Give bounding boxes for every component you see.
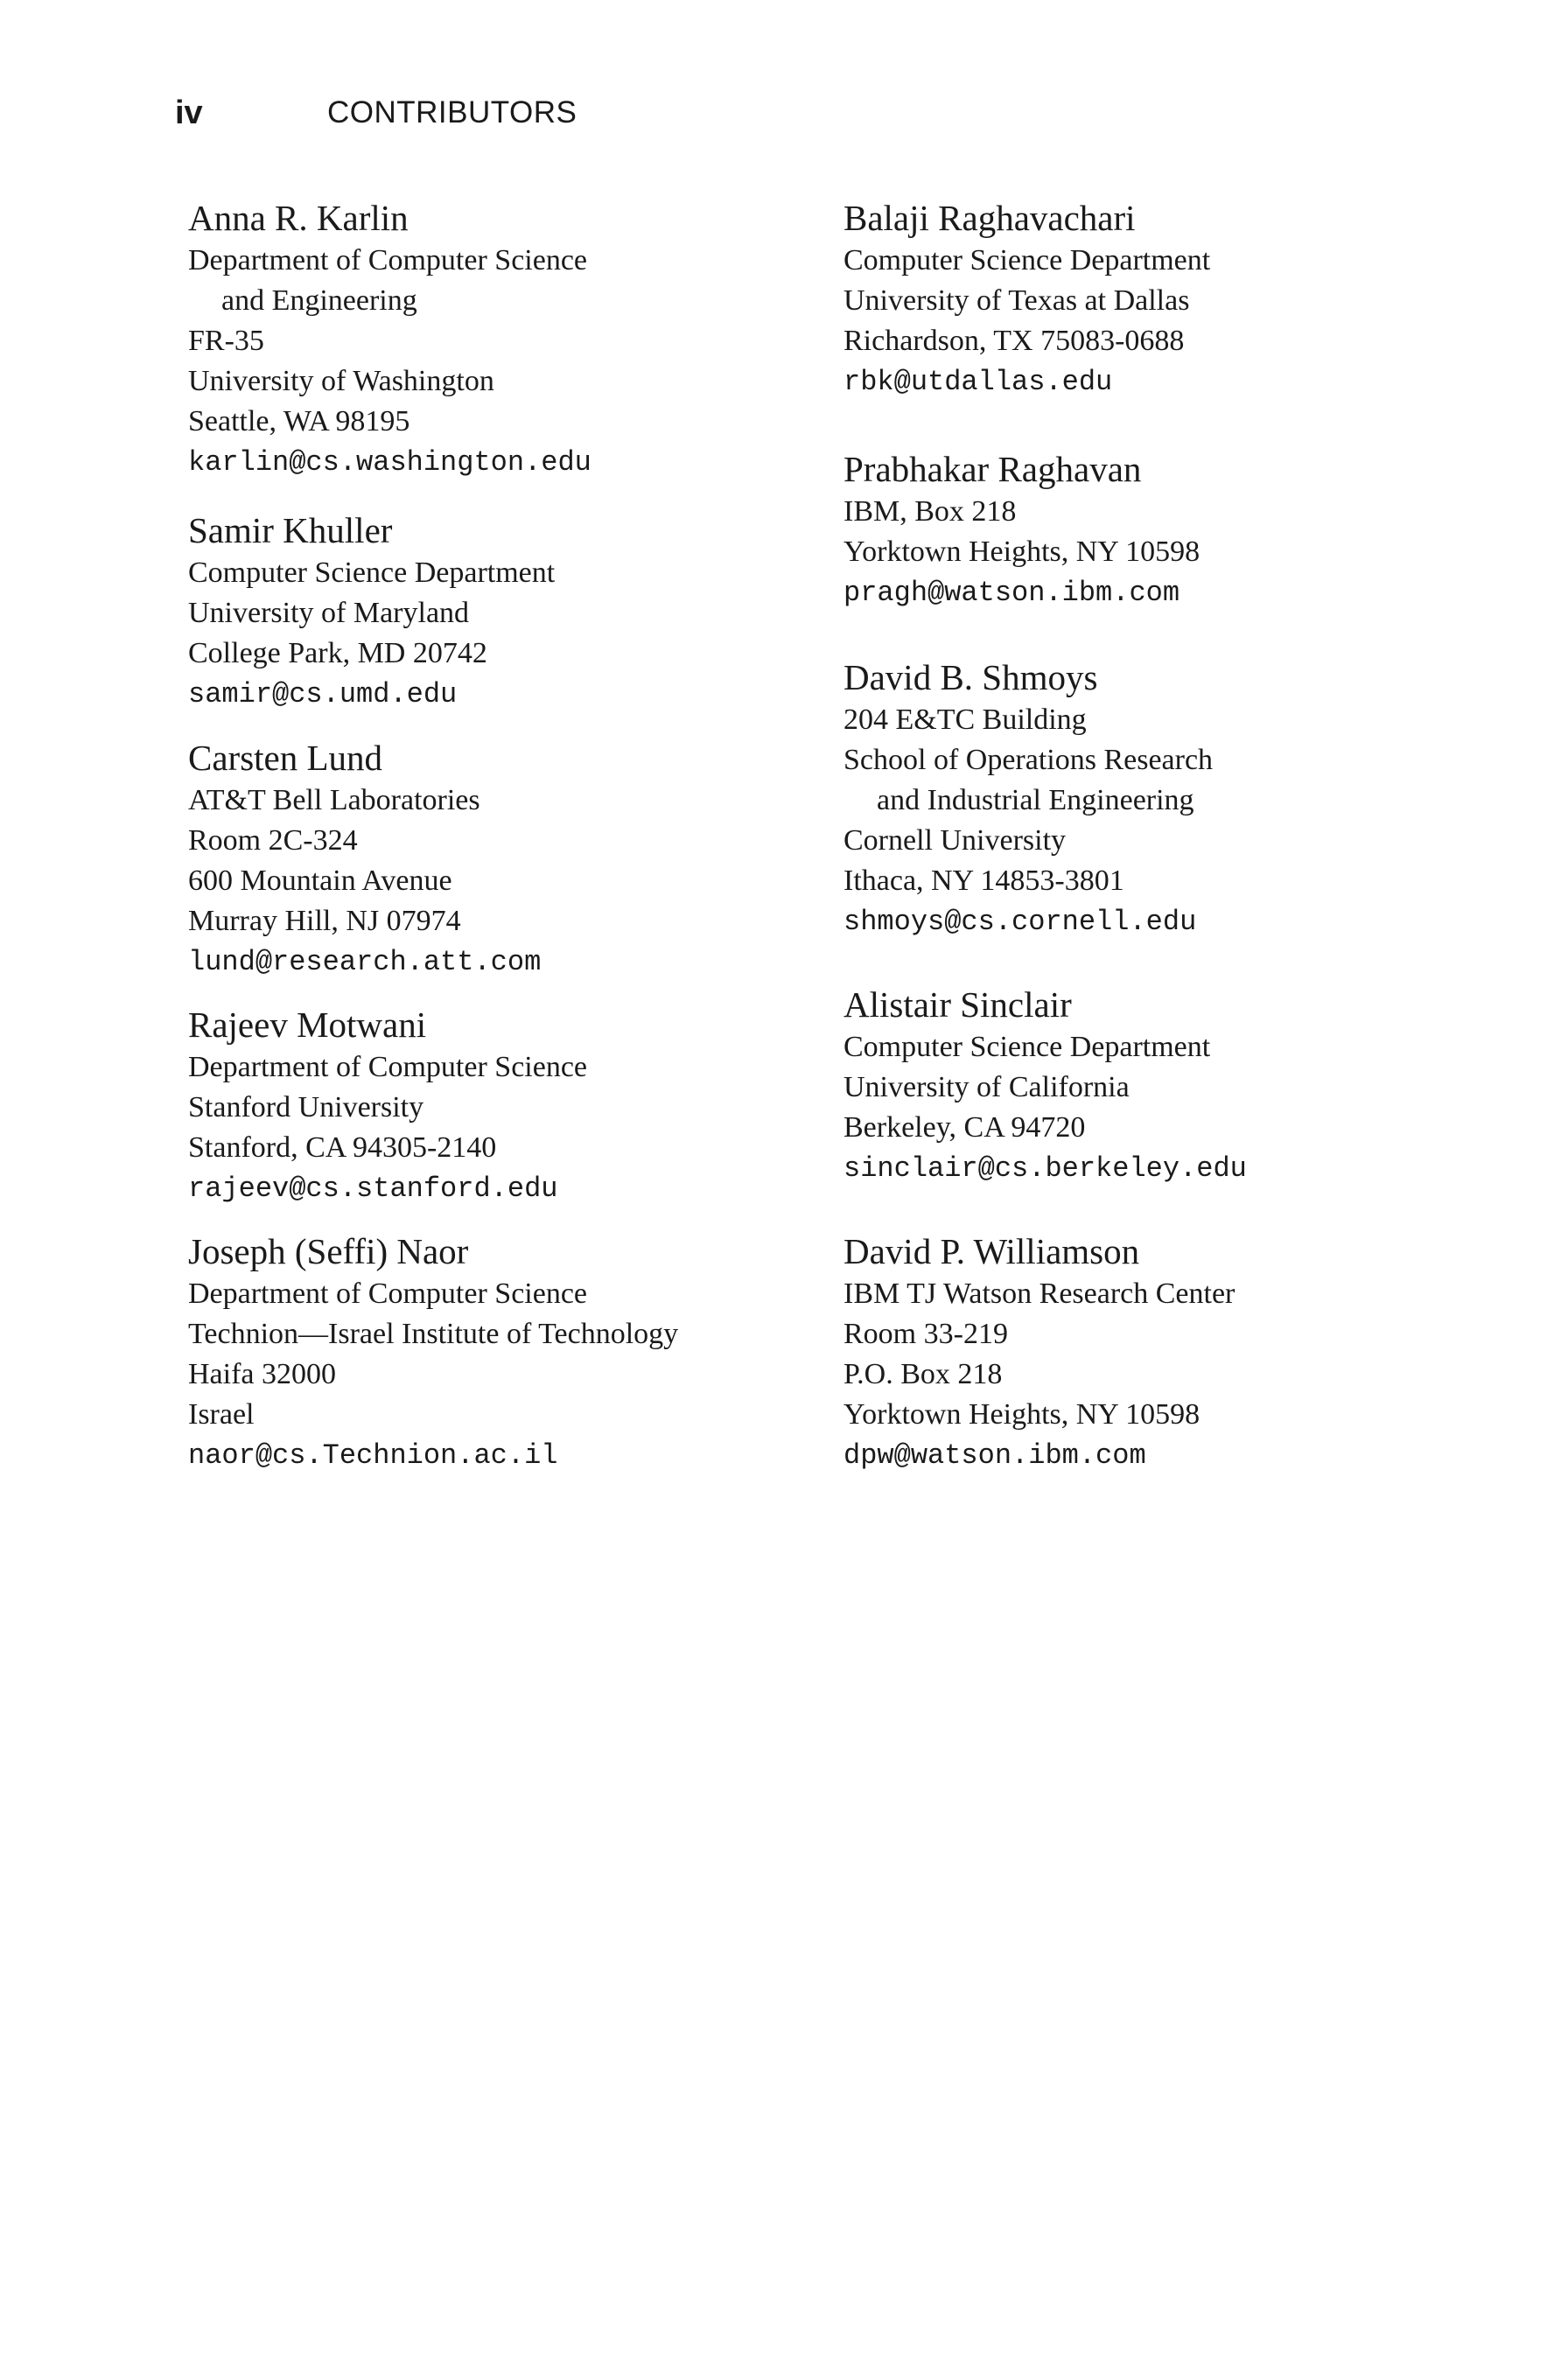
address-line: Israel <box>188 1398 255 1431</box>
contributor-entry <box>188 1228 818 1477</box>
email-address: pragh@watson.ibm.com <box>844 577 1180 609</box>
email-address: naor@cs.Technion.ac.il <box>188 1439 558 1472</box>
address-line: Stanford University <box>188 1091 424 1124</box>
email-address: karlin@cs.washington.edu <box>188 446 592 479</box>
contributor-name: Carsten Lund <box>188 738 383 778</box>
contributor-entry <box>188 1002 818 1210</box>
running-title: CONTRIBUTORS <box>327 95 578 130</box>
contributor-name: Alistair Sinclair <box>844 984 1072 1025</box>
address-line: Room 33-219 <box>844 1318 1008 1350</box>
address-line: Technion—Israel Institute of Technology <box>188 1318 679 1350</box>
contributor-entry <box>188 195 818 484</box>
address-line: Cornell University <box>844 824 1067 857</box>
contributor-name: Samir Khuller <box>188 510 393 550</box>
address-line: Yorktown Heights, NY 10598 <box>844 536 1200 568</box>
contributor-entry <box>844 982 1474 1190</box>
contributor-name: Joseph (Seffi) Naor <box>188 1231 469 1271</box>
address-line: Berkeley, CA 94720 <box>844 1111 1086 1144</box>
address-line: University of Texas at Dallas <box>844 284 1190 317</box>
contributor-entry <box>188 735 818 984</box>
address-line: Haifa 32000 <box>188 1358 337 1390</box>
email-address: lund@research.att.com <box>188 946 542 978</box>
contributor-entry <box>844 446 1474 614</box>
contributor-name: Rajeev Motwani <box>188 1004 427 1045</box>
address-line: Seattle, WA 98195 <box>188 405 410 438</box>
email-address: samir@cs.umd.edu <box>188 678 458 710</box>
address-line: and Engineering <box>221 284 417 317</box>
address-line: 204 E&TC Building <box>844 704 1087 736</box>
address-line: Computer Science Department <box>844 1031 1211 1063</box>
address-line: Room 2C-324 <box>188 824 358 857</box>
email-address: sinclair@cs.berkeley.edu <box>844 1152 1247 1185</box>
contributor-entry <box>188 508 818 716</box>
address-line: Department of Computer Science <box>188 1278 588 1310</box>
address-line: Department of Computer Science <box>188 244 588 276</box>
email-address: rajeev@cs.stanford.edu <box>188 1172 558 1205</box>
contributor-name: David P. Williamson <box>844 1231 1140 1271</box>
address-line: Richardson, TX 75083-0688 <box>844 325 1185 357</box>
email-address: rbk@utdallas.edu <box>844 366 1113 398</box>
address-line: 600 Mountain Avenue <box>188 864 452 897</box>
address-line: Yorktown Heights, NY 10598 <box>844 1398 1200 1431</box>
email-address: dpw@watson.ibm.com <box>844 1439 1146 1472</box>
contributor-entry <box>844 195 1474 403</box>
address-line: AT&T Bell Laboratories <box>188 784 480 816</box>
address-line: Computer Science Department <box>188 556 556 589</box>
address-line: Department of Computer Science <box>188 1051 588 1083</box>
address-line: University of California <box>844 1071 1130 1103</box>
address-line: University of Maryland <box>188 597 470 629</box>
address-line: FR-35 <box>188 325 264 357</box>
address-line: and Industrial Engineering <box>877 784 1194 816</box>
contributor-name: Balaji Raghavachari <box>844 198 1136 238</box>
contributor-name: Prabhakar Raghavan <box>844 449 1142 489</box>
address-line: Ithaca, NY 14853-3801 <box>844 864 1124 897</box>
address-line: Stanford, CA 94305-2140 <box>188 1131 497 1164</box>
address-line: School of Operations Research <box>844 744 1214 776</box>
email-address: shmoys@cs.cornell.edu <box>844 906 1197 938</box>
contributor-name: Anna R. Karlin <box>188 198 409 238</box>
address-line: Computer Science Department <box>844 244 1211 276</box>
page-number: iv <box>175 94 203 131</box>
address-line: P.O. Box 218 <box>844 1358 1003 1390</box>
address-line: College Park, MD 20742 <box>188 637 487 669</box>
address-line: IBM, Box 218 <box>844 495 1017 528</box>
address-line: IBM TJ Watson Research Center <box>844 1278 1236 1310</box>
address-line: University of Washington <box>188 365 494 397</box>
contributor-entry <box>844 654 1474 943</box>
contributor-entry <box>844 1228 1474 1477</box>
address-line: Murray Hill, NJ 07974 <box>188 905 461 937</box>
contributor-name: David B. Shmoys <box>844 657 1098 697</box>
